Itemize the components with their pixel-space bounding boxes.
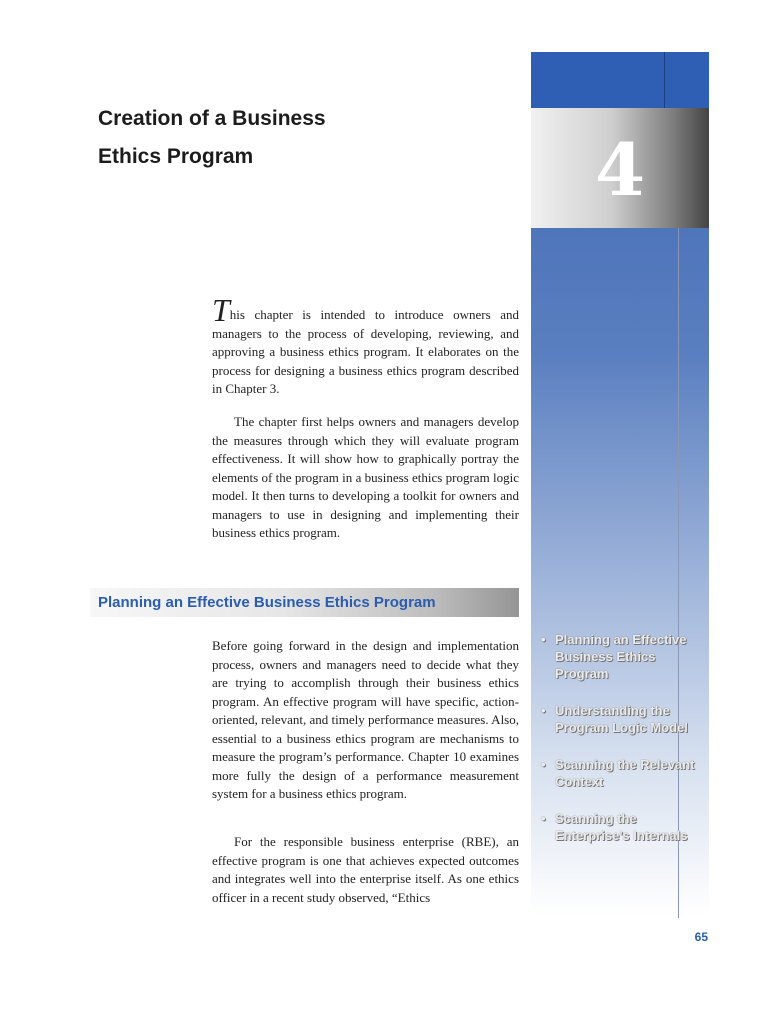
outline-item: • Understanding the Program Logic Model [541,702,711,736]
section-paragraph-1: Before going forward in the design and implementation process, owners and managers need to decide what they are trying to accomplish through their business ethics program. An effective program will have specific, action-oriented, relevant, and timely performance measures. Also, essential to a business ethics program are mechanisms to measure the program’s performance. Chapter 10 examines more fully the design of a performance measurement system for a business ethics program. [212,638,519,801]
chapter-outline [541,631,711,864]
outline-item: • Scanning the Enterprise’s Internals [541,810,711,844]
intro-paragraph-2: The chapter first helps owners and managers develop the measures through which they will evaluate program effectiveness. It will show how to graphically portray the elements of the program in a business ethics program logic model. It then turns to developing a toolkit for owners and managers to use in designing and implementing their business ethics program. [212,414,519,540]
intro-paragraph-1 [212,292,519,399]
chapter-title-line-1: Creation of a Business [98,107,326,130]
band-top-divider [664,52,665,108]
chapter-title-line-2: Ethics Program [98,145,254,168]
drop-cap: T [212,292,230,328]
outline-item: • Planning an Effective Business Ethics Program [541,631,711,682]
intro-paragraph-1-text: his chapter is intended to introduce owners and managers to the process of developing, reviewing, and approving a business ethics program. It elaborates on the process for designing a business ethics program described in Chapter 3. [212,307,519,396]
section-paragraph-2: For the responsible business enterprise (RBE), an effective program is one that achieves expected outcomes and integrates well into the enterprise itself. As one ethics officer in a recent study observed, “Ethics [212,834,519,905]
page-number: 65 [694,930,708,944]
section-heading: Planning an Effective Business Ethics Program [98,594,436,611]
outline-item: • Scanning the Relevant Context [541,756,711,790]
chapter-title [98,100,438,176]
chapter-number: 4 [594,127,646,212]
band-top-block [531,52,709,108]
